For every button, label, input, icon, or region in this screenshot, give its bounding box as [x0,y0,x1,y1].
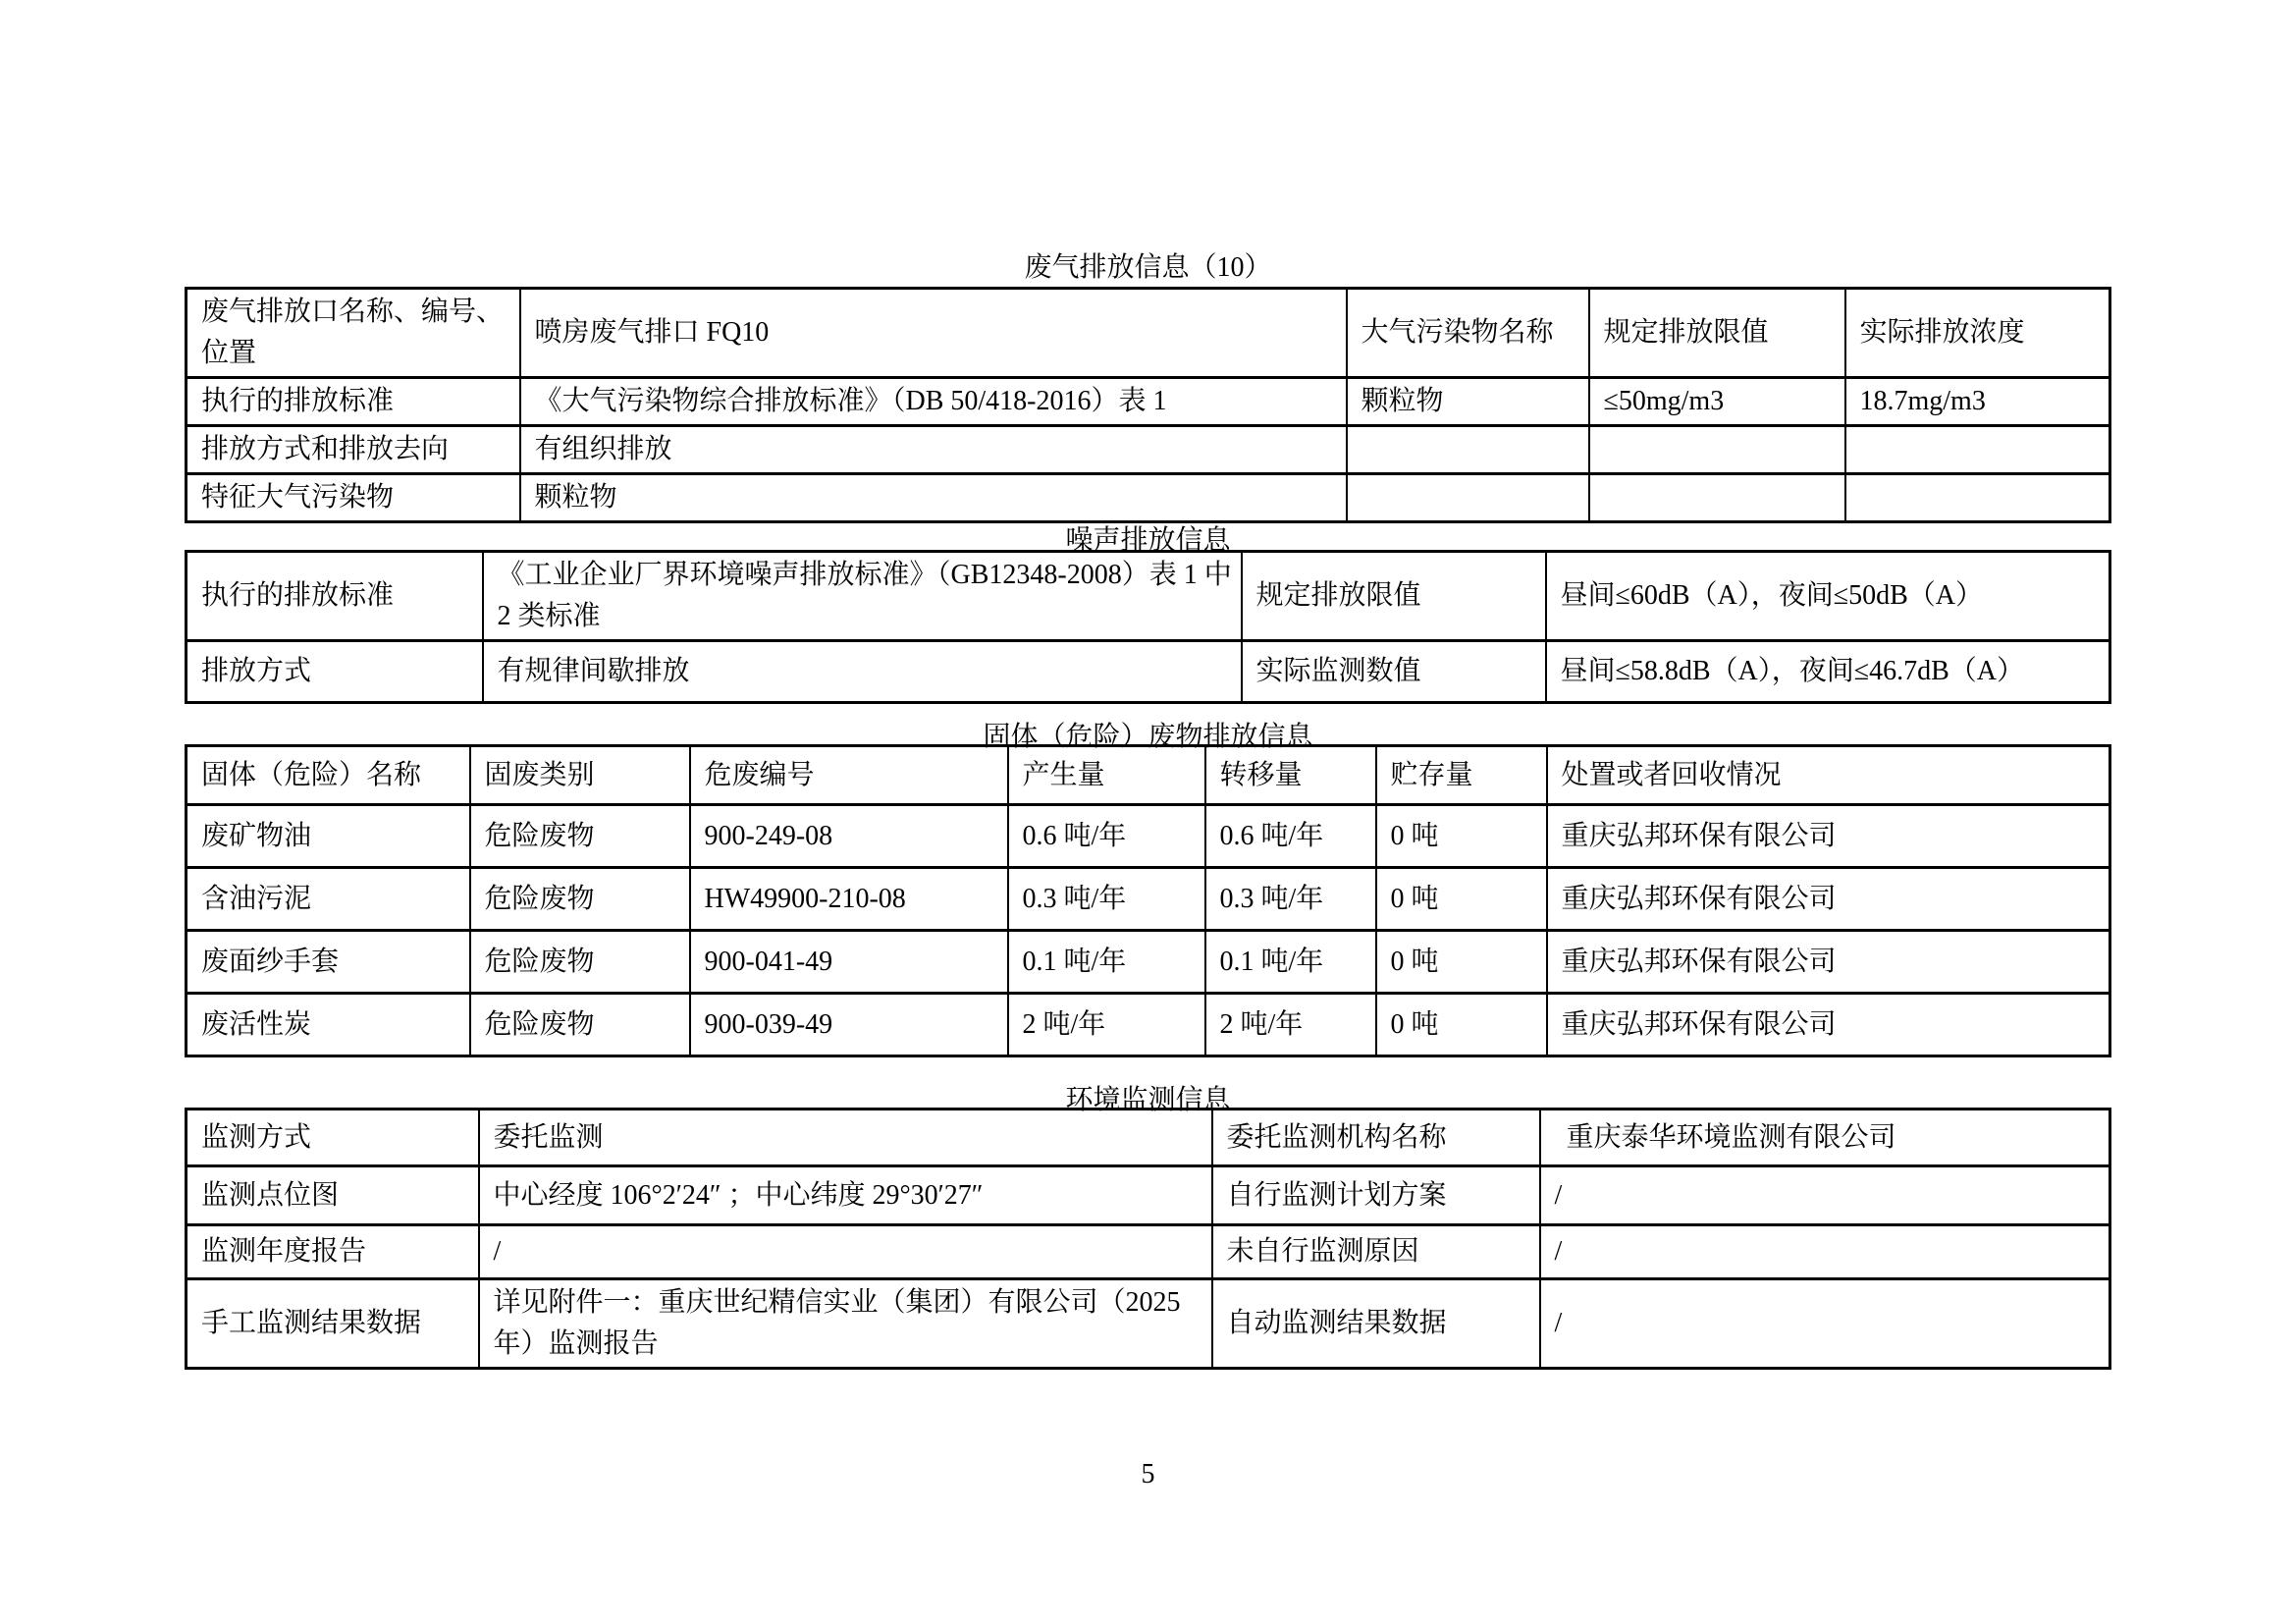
value-cell: 废面纱手套 [187,931,470,994]
value-cell: 0 吨 [1376,931,1547,994]
label-cell: 委托监测机构名称 [1212,1110,1540,1166]
value-cell: 重庆泰华环境监测有限公司 [1540,1110,2110,1166]
value-cell: 《大气污染物综合排放标准》（DB 50/418-2016）表 1 [520,378,1347,426]
label-cell: 实际监测数值 [1242,641,1546,703]
table-row [187,868,2110,931]
header-cell: 贮存量 [1376,746,1547,805]
waste-gas-table [185,287,2111,523]
value-cell: ≤50mg/m3 [1589,378,1845,426]
header-cell: 固废类别 [470,746,690,805]
table-header-row [187,746,2110,805]
header-cell: 大气污染物名称 [1347,289,1589,378]
table-row [187,552,2110,641]
table-row [187,474,2110,522]
label-cell: 排放方式 [187,641,483,703]
label-cell: 未自行监测原因 [1212,1225,1540,1279]
solid-waste-table [185,744,2111,1057]
label-cell: 自动监测结果数据 [1212,1279,1540,1369]
empty-cell [1589,474,1845,522]
value-cell: / [1540,1166,2110,1225]
value-cell: 0.1 吨/年 [1205,931,1376,994]
empty-cell [1845,426,2110,474]
table-row [187,426,2110,474]
header-cell: 产生量 [1008,746,1205,805]
value-cell: 重庆弘邦环保有限公司 [1547,994,2110,1056]
value-cell: 有规律间歇排放 [483,641,1242,703]
table-row [187,1225,2110,1279]
label-cell: 执行的排放标准 [187,552,483,641]
monitoring-section-title: 环境监测信息 [1065,1085,1231,1115]
value-cell: 2 吨/年 [1205,994,1376,1056]
value-cell: 危险废物 [470,868,690,931]
value-cell: 含油污泥 [187,868,470,931]
value-cell: 900-041-49 [690,931,1008,994]
value-cell: 危险废物 [470,931,690,994]
label-cell: 废气排放口名称、编号、位置 [187,289,520,378]
value-cell: 废矿物油 [187,805,470,868]
value-cell: 昼间≤60dB（A），夜间≤50dB（A） [1546,552,2110,641]
table-row [187,1110,2110,1166]
value-cell: / [1540,1225,2110,1279]
label-cell: 手工监测结果数据 [187,1279,479,1369]
value-cell: 重庆弘邦环保有限公司 [1547,805,2110,868]
value-cell: 0 吨 [1376,805,1547,868]
value-cell: HW49900-210-08 [690,868,1008,931]
noise-table [185,550,2111,704]
label-cell: 监测点位图 [187,1166,479,1225]
waste-gas-section-title: 废气排放信息（10） [1024,252,1272,283]
header-cell: 处置或者回收情况 [1547,746,2110,805]
value-cell: 废活性炭 [187,994,470,1056]
value-cell: 0.3 吨/年 [1008,868,1205,931]
noise-section-title: 噪声排放信息 [1065,525,1231,556]
empty-cell [1347,426,1589,474]
empty-cell [1347,474,1589,522]
table-row [187,805,2110,868]
value-cell: 900-249-08 [690,805,1008,868]
label-cell: 监测方式 [187,1110,479,1166]
solid-waste-section-title: 固体（危险）废物排放信息 [983,722,1313,752]
value-cell: 危险废物 [470,805,690,868]
value-cell: 有组织排放 [520,426,1347,474]
value-cell: 《工业企业厂界环境噪声排放标准》（GB12348-2008）表 1 中 2 类标准 [483,552,1242,641]
page-number: 5 [1141,1459,1155,1489]
header-cell: 危废编号 [690,746,1008,805]
table-row [187,378,2110,426]
label-cell: 执行的排放标准 [187,378,520,426]
label-cell: 监测年度报告 [187,1225,479,1279]
value-cell: 颗粒物 [520,474,1347,522]
table-row [187,1166,2110,1225]
table-row [187,641,2110,703]
label-cell: 特征大气污染物 [187,474,520,522]
empty-cell [1589,426,1845,474]
value-cell: 0 吨 [1376,868,1547,931]
header-cell: 实际排放浓度 [1845,289,2110,378]
value-cell: / [479,1225,1212,1279]
value-cell: / [1540,1279,2110,1369]
value-cell: 900-039-49 [690,994,1008,1056]
value-cell: 委托监测 [479,1110,1212,1166]
value-cell: 中心经度 106°2′24″ ；中心纬度 29°30′27″ [479,1166,1212,1225]
value-cell: 喷房废气排口 FQ10 [520,289,1347,378]
value-cell: 18.7mg/m3 [1845,378,2110,426]
value-cell: 重庆弘邦环保有限公司 [1547,931,2110,994]
value-cell: 2 吨/年 [1008,994,1205,1056]
value-cell: 0.3 吨/年 [1205,868,1376,931]
monitoring-table [185,1108,2111,1370]
value-cell: 0.6 吨/年 [1205,805,1376,868]
header-cell: 固体（危险）名称 [187,746,470,805]
value-cell: 详见附件一：重庆世纪精信实业（集团）有限公司（2025年）监测报告 [479,1279,1212,1369]
value-cell: 0.1 吨/年 [1008,931,1205,994]
value-cell: 重庆弘邦环保有限公司 [1547,868,2110,931]
header-cell: 转移量 [1205,746,1376,805]
label-cell: 排放方式和排放去向 [187,426,520,474]
table-row [187,931,2110,994]
label-cell: 自行监测计划方案 [1212,1166,1540,1225]
value-cell: 危险废物 [470,994,690,1056]
table-row [187,289,2110,378]
value-cell: 0.6 吨/年 [1008,805,1205,868]
table-row [187,994,2110,1056]
table-row [187,1279,2110,1369]
label-cell: 规定排放限值 [1242,552,1546,641]
value-cell: 昼间≤58.8dB（A），夜间≤46.7dB（A） [1546,641,2110,703]
header-cell: 规定排放限值 [1589,289,1845,378]
empty-cell [1845,474,2110,522]
value-cell: 0 吨 [1376,994,1547,1056]
value-cell: 颗粒物 [1347,378,1589,426]
